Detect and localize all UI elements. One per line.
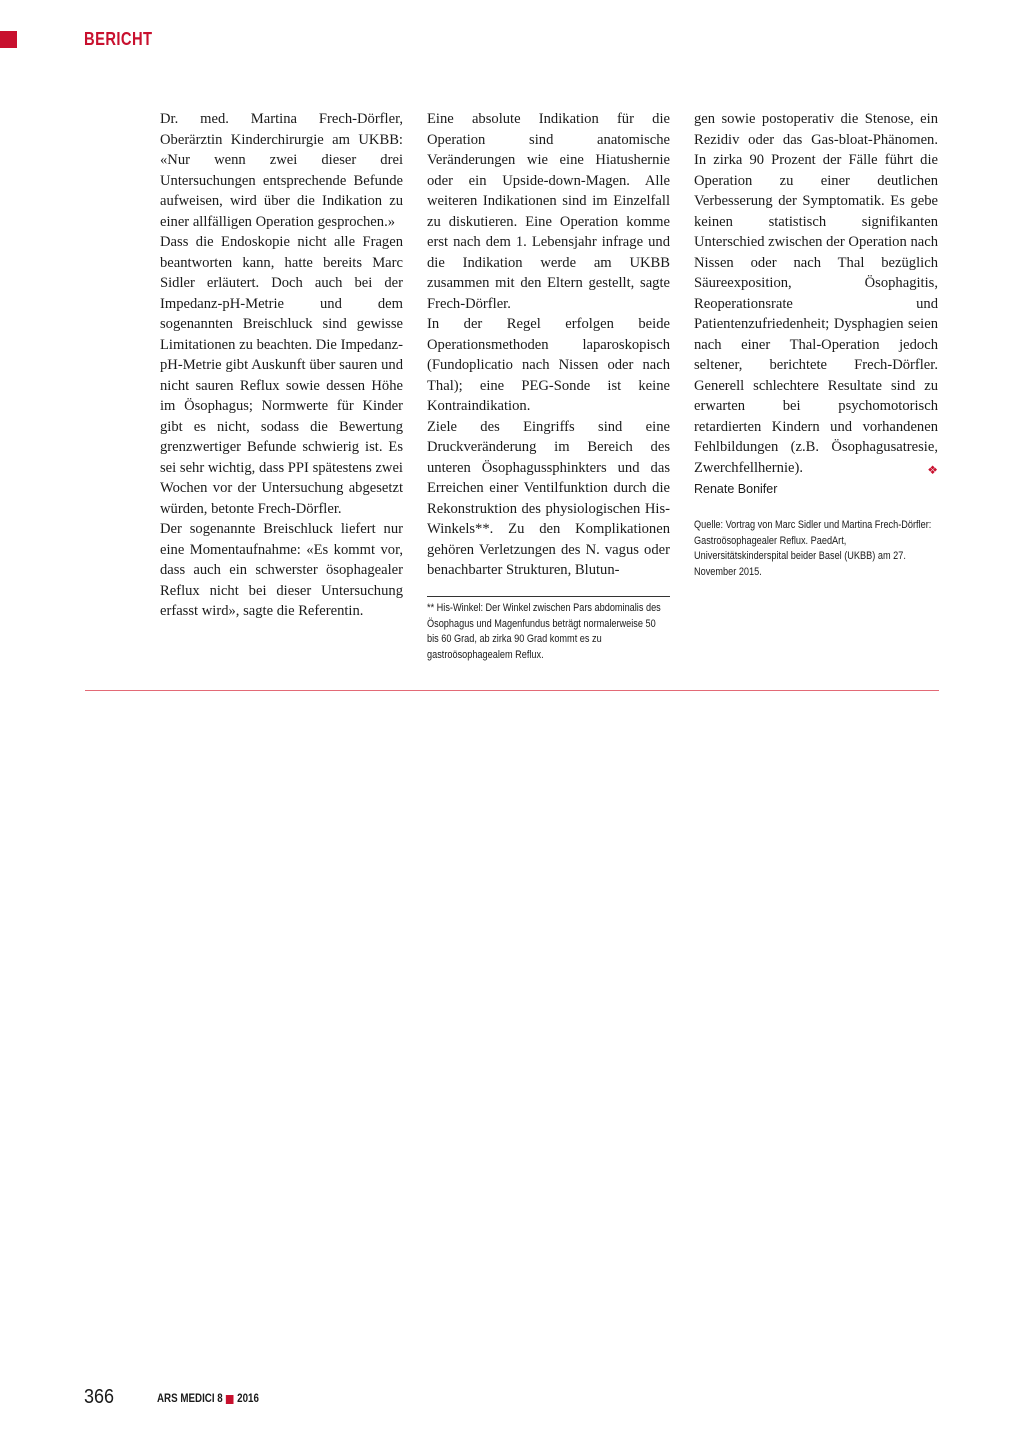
paragraph: Eine absolute Indikation für die Operation sind anatomische Veränderungen wie eine Hiatushernie oder ein Upside-down-Magen. Alle weiteren Indikationen sind im Einzelfall zu diskutieren. Eine Operation komme erst nach dem 1. Lebensjahr infrage und die Indikation werde am UKBB zusammen mit den Eltern gestellt, sagte Frech-Dörfler. xyxy=(427,111,670,312)
author-name: Renate Bonifer xyxy=(694,482,778,496)
section-divider xyxy=(85,690,939,691)
section-label: BERICHT xyxy=(84,29,153,49)
journal-info xyxy=(157,1393,259,1405)
paragraph xyxy=(694,109,938,478)
journal-year: 2016 xyxy=(237,1393,259,1405)
journal-name: ARS MEDICI 8 xyxy=(157,1393,223,1405)
article-column-2 xyxy=(427,109,670,581)
paragraph: In der Regel erfolgen beide Operationsmethoden laparoskopisch (Fundoplicatio nach Nissen oder nach Thal); eine PEG-Sonde ist keine Kontraindikation. xyxy=(427,316,670,414)
section-marker xyxy=(0,31,17,48)
footnote: ** His-Winkel: Der Winkel zwischen Pars abdominalis des Ösophagus und Magenfundus beträgt normalerweise 50 bis 60 Grad, ab zirka 90 Grad kommt es zu gastroösophagealem Reflux. xyxy=(427,602,661,661)
article-column-1 xyxy=(160,109,403,622)
footnote-divider xyxy=(427,596,670,597)
paragraph: Dass die Endoskopie nicht alle Fragen beantworten kann, hatte bereits Marc Sidler erläutert. Doch auch bei der Impedanz-pH-Metrie und dem sogenannten Breischluck sind gewisse Limitationen zu beachten. Die Impedanz-pH-Metrie gibt Auskunft über sauren und nicht sauren Reflux sowie dessen Höhe im Ösophagus; Normwerte für Kinder gibt es nicht, sodass die Bewertung grenzwertiger Befunde schwierig ist. Es sei sehr wichtig, dass PPI spätestens zwei Wochen vor der Untersuchung abgesetzt würden, betonte Frech-Dörfler. xyxy=(160,234,403,517)
paragraph-text: gen sowie postoperativ die Stenose, ein Rezidiv oder das Gas-bloat-Phänomen. In zirka 90 Prozent der Fälle führt die Operation zu einer deutlichen Verbesserung der Symptomatik. Es gebe keinen statistisch signifikanten Unterschied zwischen der Operation nach Nissen oder nach Thal bezüglich Säureexposition, Ösophagitis, Reoperationsrate und Patientenzufriedenheit; Dysphagien seien nach einer Thal-Operation jedoch seltener, berichtete Frech-Dörfler. Generell schlechtere Resultate sind zu erwarten bei psychomotorisch retardierten Kindern und vorhandenen Fehlbildungen (z.B. Ösophagusatresie, Zwerchfellhernie). xyxy=(694,111,938,476)
paragraph: Dr. med. Martina Frech-Dörfler, Oberärztin Kinderchirurgie am UKBB: «Nur wenn zwei dieser drei Untersuchungen entsprechende Befunde aufweisen, wird über die Indikation zu einer allfälligen Operation gesprochen.» xyxy=(160,111,403,230)
journal-separator-icon xyxy=(226,1395,234,1404)
paragraph: Ziele des Eingriffs sind eine Druckveränderung im Bereich des unteren Ösophagussphinkters und das Erreichen einer Ventilfunktion durch die Rekonstruktion des physiologischen His-Winkels**. Zu den Komplikationen gehören Verletzungen des N. vagus oder benachbarter Strukturen, Blutun- xyxy=(427,418,670,578)
page-number: 366 xyxy=(84,1386,115,1408)
paragraph: Der sogenannte Breischluck liefert nur eine Momentaufnahme: «Es kommt vor, dass auch ein schwerster ösophagealer Reflux nicht bei dieser Untersuchung erfasst wird», sagte die Referentin. xyxy=(160,521,403,619)
end-of-article-icon: ❖ xyxy=(927,462,938,477)
source-note: Quelle: Vortrag von Marc Sidler und Martina Frech-Dörfler: Gastroösophagealer Reflux. PaedArt, Universitätskinderspital beider Basel (UKBB) am 27. November 2015. xyxy=(694,519,932,578)
article-column-3 xyxy=(694,109,938,480)
